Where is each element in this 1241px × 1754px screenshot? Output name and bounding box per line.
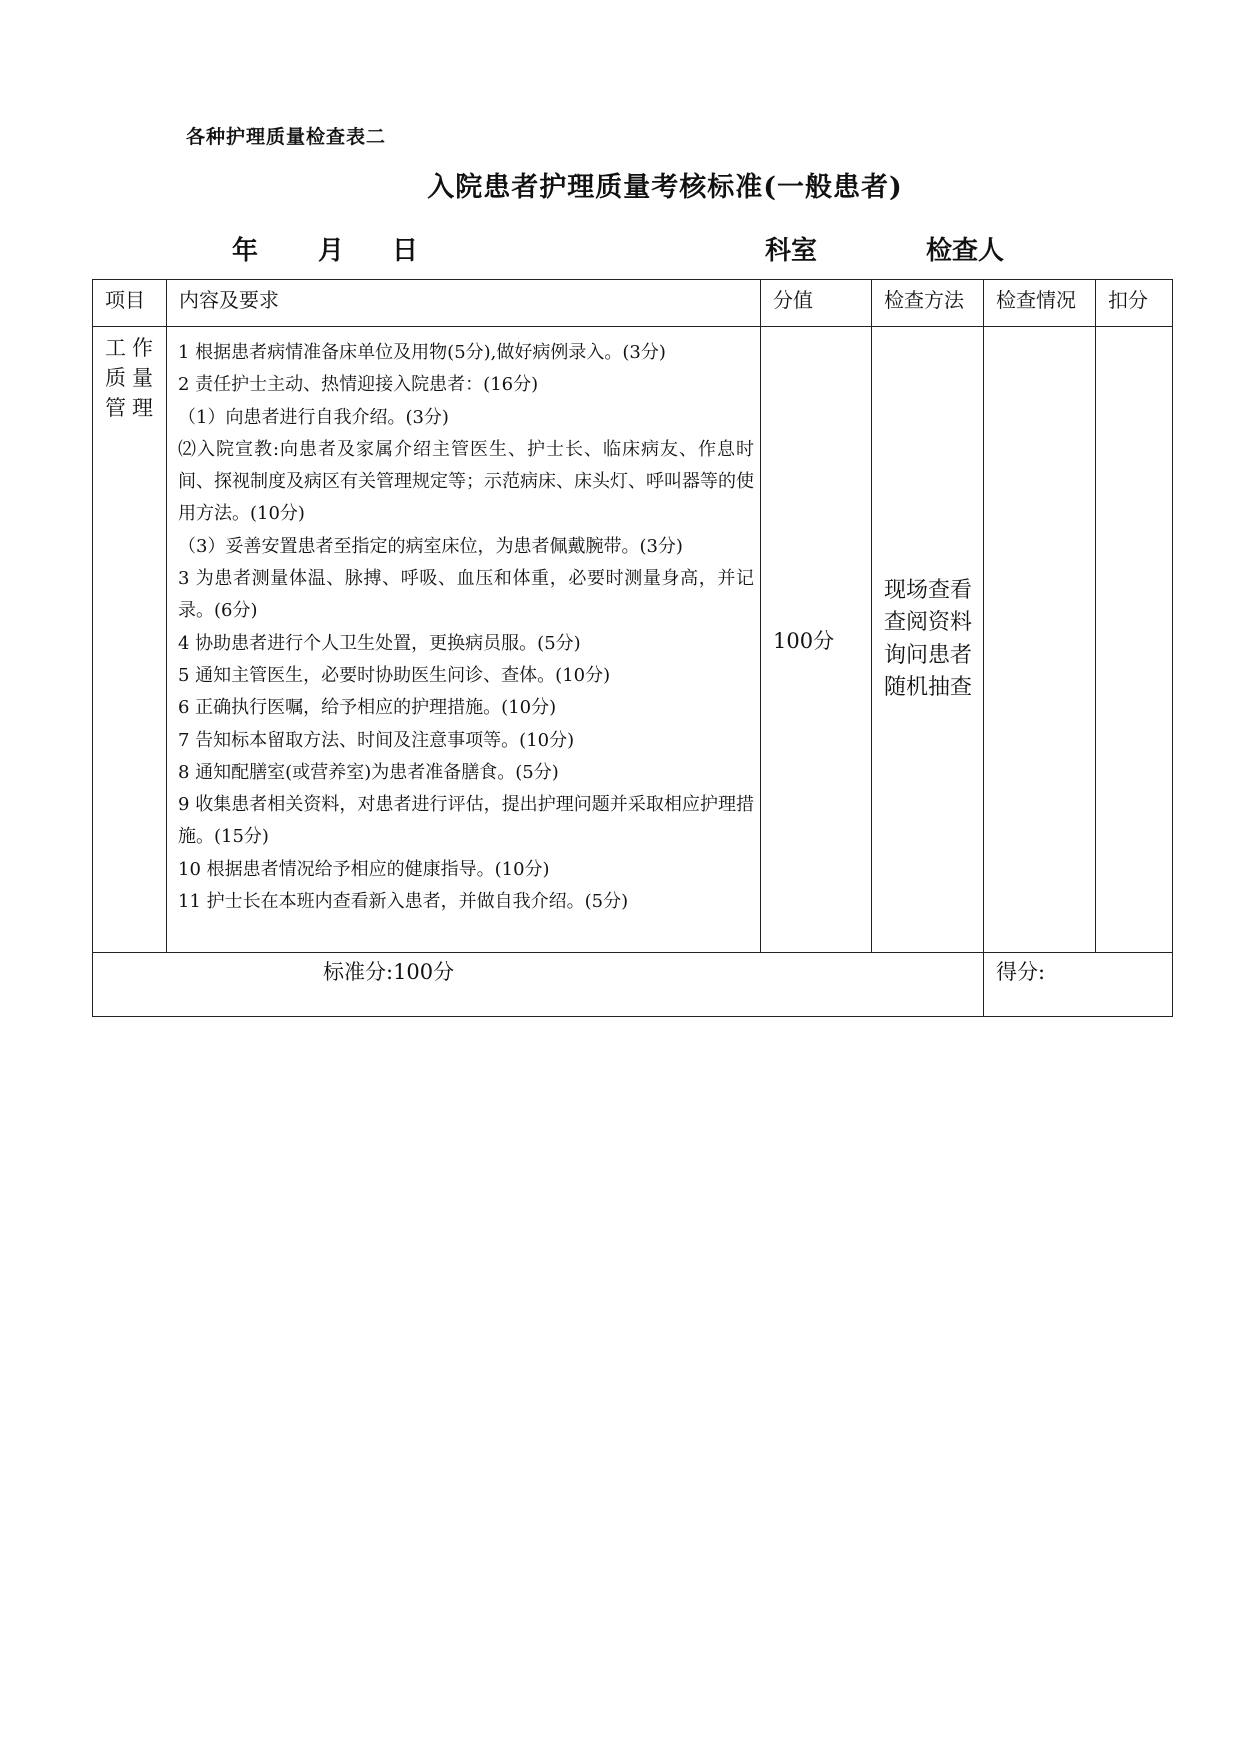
- content-cell: [167, 327, 761, 953]
- standard-score-label: 标准分:100分: [93, 953, 984, 1017]
- content-line: 11 护士长在本班内查看新入患者，并做自我介绍。(5分): [178, 891, 629, 913]
- day-label: 日: [392, 236, 419, 266]
- method-line: 现场查看: [884, 577, 973, 603]
- department-label: 科室: [765, 236, 818, 266]
- content-line: 5 通知主管医生，必要时协助医生问诊、查体。(10分): [178, 664, 611, 686]
- column-header-result: 检查情况: [984, 280, 1096, 327]
- score-cell: 100分: [761, 327, 872, 953]
- content-line: 6 正确执行医嘱，给予相应的护理措施。(10分): [178, 697, 557, 719]
- table-footer-row: [93, 953, 1173, 1017]
- content-line: 3 为患者测量体温、脉搏、呼吸、血压和体重，必要时测量身高，并记录。(6分): [178, 568, 754, 622]
- month-label: 月: [318, 236, 345, 266]
- content-line: 10 根据患者情况给予相应的健康指导。(10分): [178, 858, 550, 880]
- method-cell: [872, 327, 984, 953]
- column-header-deduction: 扣分: [1096, 280, 1173, 327]
- content-line: 9 收集患者相关资料，对患者进行评估，提出护理问题并采取相应护理措施。(15分): [178, 794, 754, 848]
- column-header-score: 分值: [761, 280, 872, 327]
- item-cell: [93, 327, 167, 953]
- assessment-table: [92, 279, 1173, 1017]
- content-line: （1）向患者进行自我介绍。(3分): [178, 406, 449, 428]
- column-header-content: 内容及要求: [167, 280, 761, 327]
- inspector-label: 检查人: [926, 236, 1005, 266]
- item-text: 管理: [105, 396, 153, 420]
- document-label: 各种护理质量检查表二: [186, 126, 387, 148]
- document-title: 入院患者护理质量考核标准(一般患者): [427, 172, 903, 203]
- method-line: 查阅资料: [884, 610, 973, 635]
- column-header-method: 检查方法: [872, 280, 984, 327]
- method-line: 询问患者: [884, 642, 973, 668]
- content-line: ⑵入院宣教:向患者及家属介绍主管医生、护士长、临床病友、作息时间、探视制度及病区有关管理规定等；示范病床、床头灯、呼叫器等的使用方法。(10分): [178, 438, 754, 525]
- item-text: 工作: [105, 336, 153, 360]
- method-line: 随机抽查: [884, 675, 973, 700]
- content-line: 8 通知配膳室(或营养室)为患者准备膳食。(5分): [178, 761, 559, 783]
- content-line: 7 告知标本留取方法、时间及注意事项等。(10分): [178, 729, 575, 751]
- year-label: 年: [232, 236, 259, 266]
- obtained-score-field[interactable]: 得分:: [984, 953, 1173, 1017]
- column-header-item: 项目: [93, 280, 167, 327]
- deduction-cell[interactable]: [1096, 327, 1173, 953]
- table-row: [93, 327, 1173, 953]
- content-line: 2 责任护士主动、热情迎接入院患者：(16分): [178, 374, 539, 396]
- result-cell[interactable]: [984, 327, 1096, 953]
- content-line: 4 协助患者进行个人卫生处置，更换病员服。(5分): [178, 632, 581, 654]
- content-line: 1 根据患者病情准备床单位及用物(5分),做好病例录入。(3分): [178, 342, 666, 363]
- content-line: （3）妥善安置患者至指定的病室床位，为患者佩戴腕带。(3分): [178, 535, 683, 557]
- table-header-row: [93, 280, 1173, 327]
- item-text: 质量: [105, 366, 153, 390]
